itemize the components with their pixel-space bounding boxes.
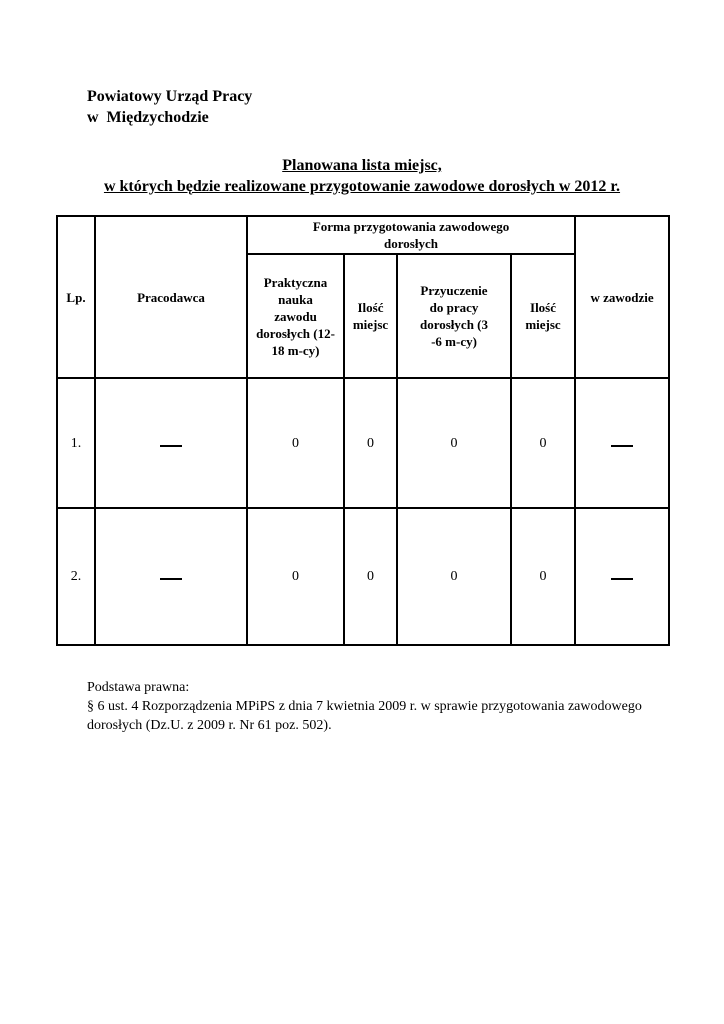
row-places-2: 0 bbox=[511, 508, 575, 645]
header-training: Przyuczenie do pracy dorosłych (3 -6 m-cy) bbox=[397, 254, 511, 378]
header-places-2: Ilość miejsc bbox=[511, 254, 575, 378]
legal-basis-text: § 6 ust. 4 Rozporządzenia MPiPS z dnia 7 kwietnia 2009 r. w sprawie przygotowania zawodowego dorosłych (Dz.U. z 2009 r. Nr 61 poz. 502). bbox=[87, 699, 642, 733]
row-places-1: 0 bbox=[344, 508, 397, 645]
office-name: Powiatowy Urząd Pracy bbox=[87, 88, 253, 105]
row-employer-dash bbox=[160, 445, 182, 447]
row-places-1: 0 bbox=[344, 378, 397, 508]
row-training: 0 bbox=[397, 508, 511, 645]
header-places-1: Ilość miejsc bbox=[344, 254, 397, 378]
document-title-line1: Planowana lista miejsc, bbox=[282, 157, 442, 174]
table-row bbox=[57, 378, 669, 508]
table-row bbox=[57, 508, 669, 645]
header-employer: Pracodawca bbox=[95, 216, 247, 378]
header-profession: w zawodzie bbox=[575, 216, 669, 378]
header-lp: Lp. bbox=[57, 216, 95, 378]
row-practical: 0 bbox=[247, 508, 344, 645]
office-location: w Międzychodzie bbox=[87, 109, 209, 126]
places-table bbox=[56, 215, 670, 646]
row-employer-dash bbox=[160, 578, 182, 580]
legal-basis bbox=[87, 678, 677, 735]
legal-basis-label: Podstawa prawna: bbox=[87, 680, 190, 695]
row-training: 0 bbox=[397, 378, 511, 508]
row-profession bbox=[575, 508, 669, 645]
row-profession bbox=[575, 378, 669, 508]
row-employer bbox=[95, 508, 247, 645]
header-practical: Praktyczna nauka zawodu dorosłych (12-18 m-cy) bbox=[247, 254, 344, 378]
row-lp: 2. bbox=[57, 508, 95, 645]
row-profession-dash bbox=[611, 445, 633, 447]
header-form-group: Forma przygotowania zawodowego dorosłych bbox=[247, 216, 575, 254]
header-row-1 bbox=[57, 216, 669, 254]
row-employer bbox=[95, 378, 247, 508]
document-title-line2: w których będzie realizowane przygotowanie zawodowe dorosłych w 2012 r. bbox=[103, 178, 621, 195]
row-profession-dash bbox=[611, 578, 633, 580]
row-practical: 0 bbox=[247, 378, 344, 508]
row-places-2: 0 bbox=[511, 378, 575, 508]
row-lp: 1. bbox=[57, 378, 95, 508]
office-header bbox=[87, 86, 252, 128]
